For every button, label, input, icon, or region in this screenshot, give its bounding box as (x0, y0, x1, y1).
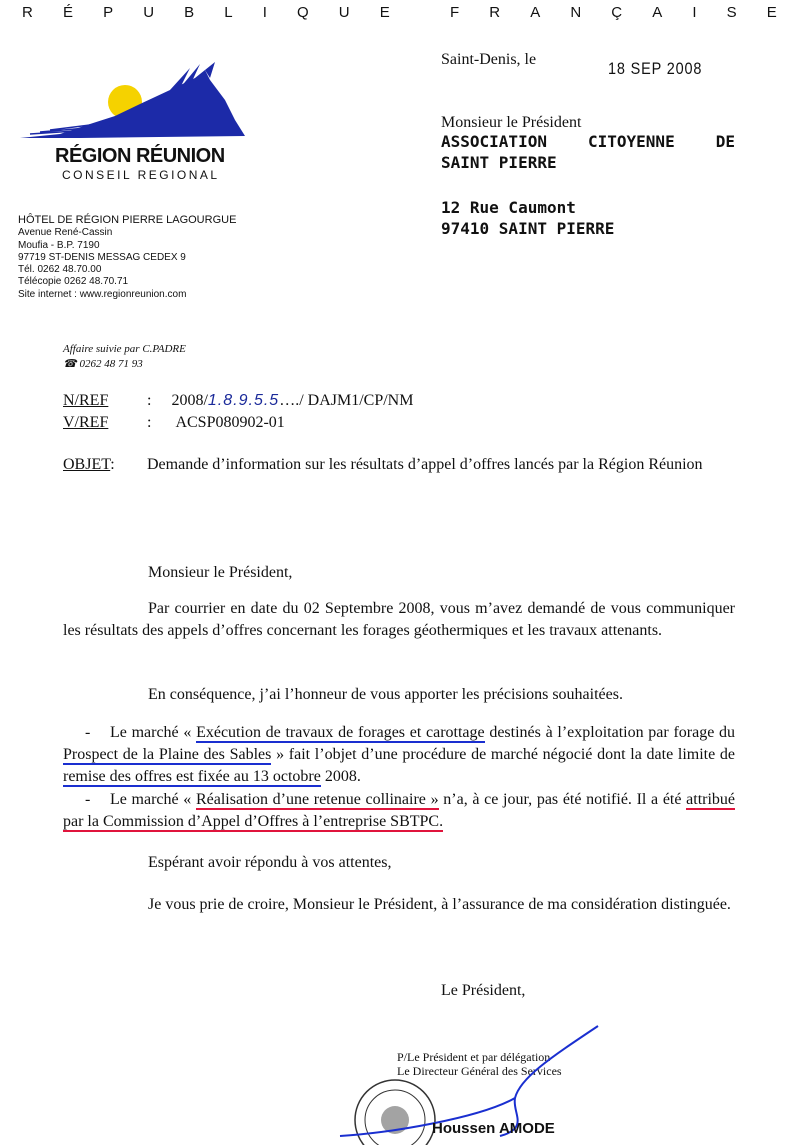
signatory-name: Houssen AMODE (432, 1120, 555, 1137)
text: destinés à l’exploitation par (484, 724, 674, 741)
bullet-2: - Le marché « Réalisation d’une retenue collinaire » n’a, à ce jour, pas été notifié. Il a été attribué par la Commission d’Appel d’Offres à l’entreprise SBTPC. (63, 791, 736, 830)
nref-label: N/REF (63, 392, 109, 409)
org-word: DE (715, 132, 735, 151)
colon: : (110, 456, 115, 473)
recipient-city: 97410 SAINT PIERRE (441, 219, 615, 238)
org-word: ASSOCIATION (441, 132, 547, 151)
references (63, 390, 413, 434)
text: Le marché « (110, 791, 196, 808)
address-line: HÔTEL DE RÉGION PIERRE LAGOURGUE (18, 214, 237, 226)
text: » fait l’objet d’une procédure de marché négocié dont la date limite de (271, 746, 736, 763)
header-letter: F (449, 4, 460, 21)
letter-paragraph-4: Je vous prie de croire, Monsieur le Président, à l’assurance de ma considération distinguée. (148, 896, 731, 913)
header-letter: É (62, 4, 73, 21)
nref-prefix: 2008/ (171, 392, 208, 409)
header-letter: E (766, 4, 777, 21)
nref-handwritten: 1.8.9.5.5 (207, 392, 280, 409)
text: n’a, à ce jour, pas été notifié. Il a (438, 791, 663, 808)
affaire-label: Affaire suivie par (63, 343, 140, 355)
affaire-phone: 0262 48 71 93 (79, 358, 143, 370)
address-line: 97719 ST-DENIS MESSAG CEDEX 9 (18, 251, 186, 263)
underlined-text: attribué par la Commission d’Appel d’Offres à l’entreprise SBTPC. (63, 791, 736, 830)
objet-label: OBJET (63, 456, 111, 473)
phone-icon: ☎ (63, 358, 77, 370)
logo-subtitle: CONSEIL REGIONAL (62, 168, 220, 182)
vref-label: V/REF (63, 414, 109, 431)
address-line: Tél. 0262 48.70.00 (18, 264, 102, 276)
vref-value: ACSP080902-01 (175, 414, 285, 431)
header-letter: N (570, 4, 582, 21)
affaire-block (63, 342, 186, 372)
header-letter: A (530, 4, 541, 21)
header-letter: Q (297, 4, 309, 21)
recipient-org-line2: SAINT PIERRE (441, 153, 557, 172)
bullet-1: - Le marché « Exécution de travaux de forages et carottage destinés à l’exploitation par forage du Prospect de la Plaine des Sables » fait l’objet d’une procédure de marché négocié dont la date limite de remise des offres est fixée au 13 octobre 2008. (63, 724, 736, 785)
header-letter: A (652, 4, 663, 21)
underlined-text: Exécution de travaux de forages et carottage (196, 724, 485, 741)
text: 2008. (320, 768, 361, 785)
header-letter: P (103, 4, 114, 21)
header-letter: I (692, 4, 697, 21)
recipient-street: 12 Rue Caumont (441, 198, 576, 217)
republique-francaise-header (0, 4, 799, 21)
date-stamp: 18 SEP 2008 (608, 59, 703, 78)
text: forage du (673, 724, 736, 741)
recipient-block (441, 114, 735, 238)
colon: : (147, 392, 152, 409)
header-letter: U (338, 4, 350, 21)
recipient-salutation: Monsieur le Président (441, 114, 582, 131)
signature-delegation: P/Le Président et par délégation (397, 1050, 551, 1064)
letter-paragraph-2: En conséquence, j’ai l’honneur de vous apporter les précisions souhaitées. (148, 686, 623, 703)
underlined-text: remise des offres est fixée au 13 octobre (63, 768, 321, 785)
letter-paragraph-3: Espérant avoir répondu à vos attentes, (148, 854, 392, 871)
org-word: CITOYENNE (588, 132, 675, 151)
underlined-text: Réalisation d’une retenue collinaire » (195, 791, 439, 808)
signature-title: Le Président, (441, 982, 526, 999)
header-letter: U (143, 4, 155, 21)
header-letter: E (379, 4, 390, 21)
recipient-org-line1 (441, 132, 735, 151)
address-line: Avenue René-Cassin (18, 227, 113, 239)
header-letter: L (224, 4, 233, 21)
header-letter: R (489, 4, 501, 21)
header-letter: I (262, 4, 267, 21)
header-letter: B (184, 4, 195, 21)
letter-greeting: Monsieur le Président, (148, 564, 293, 581)
sender-address (18, 214, 236, 301)
text: Le marché « (110, 724, 197, 741)
address-line: Moufia - B.P. 7190 (18, 239, 100, 251)
header-letter: S (726, 4, 737, 21)
address-line: Site internet : www.regionreunion.com (18, 288, 187, 300)
objet-text: Demande d’information sur les résultats d’appel d’offres lancés par la Région Réunion (147, 456, 703, 473)
affaire-name: C.PADRE (142, 343, 186, 355)
colon: : (147, 414, 152, 431)
signature-director: Le Directeur Général des Services (397, 1064, 562, 1078)
objet-block (63, 454, 763, 476)
nref-suffix: …./ DAJM1/CP/NM (279, 392, 414, 409)
header-letter: R (22, 4, 33, 21)
underlined-text: Prospect de la Plaine des Sables (63, 746, 272, 763)
letter-paragraph-1: Par courrier en date du 02 Septembre 2008, vous m’avez demandé de vous communiquer les résultats des appels d’offres concernant les forages géothermiques et les travaux attenants. (63, 600, 735, 639)
date-place: Saint-Denis, le (441, 51, 537, 68)
header-letter: Ç (611, 4, 623, 21)
logo-title: RÉGION RÉUNION (55, 145, 225, 167)
address-line: Télécopie 0262 48.70.71 (18, 276, 129, 288)
text: été (662, 791, 687, 808)
